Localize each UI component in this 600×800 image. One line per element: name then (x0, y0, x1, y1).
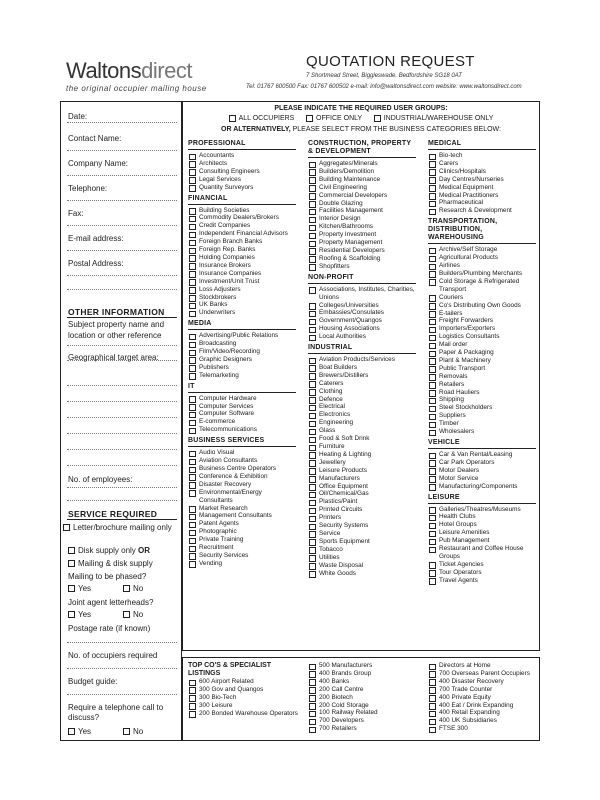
category-checkbox-e-tailers[interactable]: E-tailers (428, 310, 536, 318)
category-checkbox-uk-banks[interactable]: UK Banks (188, 301, 296, 309)
category-checkbox-underwriters[interactable]: Underwriters (188, 309, 296, 317)
listing-checkbox-400-retail-expanding[interactable]: 400 Retail Expanding (428, 709, 538, 717)
listing-checkbox-directors-at-home[interactable]: Directors at Home (428, 662, 538, 670)
listings-column-2 (308, 662, 418, 733)
category-checkbox-shopfitters[interactable]: Shopfitters (308, 263, 416, 271)
category-checkbox-wholesalers[interactable]: Wholesalers (428, 428, 536, 436)
category-checkbox-suppliers[interactable]: Suppliers (428, 412, 536, 420)
category-checkbox-film-video-recording[interactable]: Film/Video/Recording (188, 348, 296, 356)
category-checkbox-commercial-developers[interactable]: Commercial Developers (308, 192, 416, 200)
checkbox[interactable] (68, 728, 75, 735)
category-checkbox-foreign-branch-banks[interactable]: Foreign Branch Banks (188, 238, 296, 246)
category-checkbox-credit-companies[interactable]: Credit Companies (188, 222, 296, 230)
occupiers-label: No. of occupiers required (68, 651, 158, 660)
category-heading-construction-property-development: CONSTRUCTION, PROPERTY & DEVELOPMENT (308, 140, 416, 158)
category-checkbox-boat-builders[interactable]: Boat Builders (308, 364, 416, 372)
listing-checkbox-700-trade-counter[interactable]: 700 Trade Counter (428, 686, 538, 694)
category-checkbox-airlines[interactable]: Airlines (428, 262, 536, 270)
listing-checkbox-400-uk-subsidiaries[interactable]: 400 UK Subsidiaries (428, 717, 538, 725)
category-checkbox-mail-order[interactable]: Mail order (428, 341, 536, 349)
category-checkbox-pub-management[interactable]: Pub Management (428, 537, 536, 545)
category-checkbox-holding-companies[interactable]: Holding Companies (188, 254, 296, 262)
checkbox[interactable] (123, 585, 130, 592)
listing-checkbox-400-eat-drink-expanding[interactable]: 400 Eat / Drink Expanding (428, 702, 538, 710)
date-field[interactable] (67, 122, 177, 123)
category-checkbox-computer-services[interactable]: Computer Services (188, 403, 296, 411)
date-label: Date: (68, 112, 88, 121)
checkbox[interactable] (63, 524, 70, 531)
category-checkbox-heating-lighting[interactable]: Heating & Lighting (308, 451, 416, 459)
category-checkbox-oil-chemical-gas[interactable]: Oil/Chemical/Gas (308, 490, 416, 498)
category-checkbox-defence[interactable]: Defence (308, 396, 416, 404)
service-heading: SERVICE REQUIRED (68, 509, 158, 519)
category-checkbox-plastics-paint[interactable]: Plastics/Paint (308, 498, 416, 506)
company-logo: Waltonsdirect (66, 58, 192, 83)
industrial-only-option[interactable]: INDUSTRIAL/WAREHOUSE ONLY (374, 115, 494, 122)
category-heading-non-profit: NON-PROFIT (308, 274, 416, 284)
budget-field[interactable] (67, 694, 177, 695)
category-checkbox-audio-visual[interactable]: Audio Visual (188, 449, 296, 457)
category-checkbox-retailers[interactable]: Retailers (428, 381, 536, 389)
categories-panel (182, 101, 540, 651)
category-checkbox-engineering[interactable]: Engineering (308, 419, 416, 427)
category-checkbox-health-clubs[interactable]: Health Clubs (428, 513, 536, 521)
category-checkbox-aviation-products-services[interactable]: Aviation Products/Services (308, 356, 416, 364)
contact-form-panel (60, 101, 182, 741)
postal-field-1[interactable] (67, 275, 177, 276)
listing-checkbox-600-airport-related[interactable]: 600 Airport Related (188, 678, 298, 686)
category-checkbox-manufacturers[interactable]: Manufacturers (308, 475, 416, 483)
category-checkbox-cold-storage-refrigerated-transport[interactable]: Cold Storage & Refrigerated Transport (428, 278, 536, 294)
category-checkbox-commodity-dealers-brokers[interactable]: Commodity Dealers/Brokers (188, 214, 296, 222)
category-checkbox-builders-demolition[interactable]: Builders/Demolition (308, 168, 416, 176)
subject-property-field-1[interactable] (67, 345, 177, 346)
disk-supply-option[interactable]: Disk supply only OR (68, 546, 150, 555)
category-checkbox-independent-financial-advisors[interactable]: Independent Financial Advisors (188, 230, 296, 238)
category-checkbox-double-glazing[interactable]: Double Glazing (308, 200, 416, 208)
category-checkbox-manufacturing-components[interactable]: Manufacturing/Components (428, 483, 536, 491)
employees-label: No. of employees: (68, 475, 133, 484)
all-occupiers-option[interactable]: ALL OCCUPIERS (229, 115, 295, 122)
category-heading-transportation-distribution-warehousing: TRANSPORTATION, DISTRIBUTION, WAREHOUSING (428, 218, 536, 244)
category-checkbox-waste-disposal[interactable]: Waste Disposal (308, 562, 416, 570)
category-checkbox-road-hauliers[interactable]: Road Hauliers (428, 389, 536, 397)
phone-call-label: Require a telephone call to discuss? (68, 703, 164, 722)
category-checkbox-office-equipment[interactable]: Office Equipment (308, 483, 416, 491)
category-checkbox-jewellery[interactable]: Jewellery (308, 459, 416, 467)
category-checkbox-galleries-theatres-museums[interactable]: Galleries/Theatres/Museums (428, 506, 536, 514)
listing-checkbox-ftse-300[interactable]: FTSE 300 (428, 725, 538, 733)
category-checkbox-white-goods[interactable]: White Goods (308, 570, 416, 578)
category-checkbox-agricultural-products[interactable]: Agricultural Products (428, 254, 536, 262)
phone-no[interactable]: No (123, 727, 143, 736)
listing-checkbox-400-private-equity[interactable]: 400 Private Equity (428, 694, 538, 702)
category-checkbox-day-centres-nurseries[interactable]: Day Centres/Nurseries (428, 176, 536, 184)
category-checkbox-car-park-operators[interactable]: Car Park Operators (428, 459, 536, 467)
category-checkbox-ticket-agencies[interactable]: Ticket Agencies (428, 561, 536, 569)
category-checkbox-associations-institutes-charities-unions[interactable]: Associations, Institutes, Charities, Unions (308, 286, 416, 302)
category-checkbox-glass[interactable]: Glass (308, 427, 416, 435)
joint-no[interactable]: No (123, 610, 143, 619)
joint-agent-label: Joint agent letterheads? (68, 598, 154, 607)
category-checkbox-telemarketing[interactable]: Telemarketing (188, 372, 296, 380)
page-title: QUOTATION REQUEST (306, 53, 475, 70)
user-groups-instruction: PLEASE INDICATE THE REQUIRED USER GROUPS: (274, 105, 448, 112)
category-heading-leisure: LEISURE (428, 494, 536, 504)
listing-checkbox-300-leisure[interactable]: 300 Leisure (188, 702, 298, 710)
checkbox[interactable] (374, 115, 381, 122)
company-name-field[interactable] (67, 175, 177, 176)
tagline: the original occupier mailing house (66, 84, 207, 93)
fax-field[interactable] (67, 225, 177, 226)
category-checkbox-caterers[interactable]: Caterers (308, 380, 416, 388)
listings-column-1 (188, 662, 298, 718)
category-checkbox-interior-design[interactable]: Interior Design (308, 215, 416, 223)
budget-label: Budget guide: (68, 677, 118, 686)
address: 7 Shortmead Street, Biggleswade, Bedfordshire SG18 0AT (306, 73, 462, 79)
checkbox[interactable] (68, 547, 75, 554)
category-checkbox-recruitment[interactable]: Recruitment (188, 544, 296, 552)
category-checkbox-environmental-energy-consultants[interactable]: Environmental/Energy Consultants (188, 489, 296, 505)
category-checkbox-aggregates-minerals[interactable]: Aggregates/Minerals (308, 160, 416, 168)
category-checkbox-housing-associations[interactable]: Housing Associations (308, 325, 416, 333)
divider (67, 317, 177, 318)
category-checkbox-importers-exporters[interactable]: Importers/Exporters (428, 325, 536, 333)
category-checkbox-food-soft-drink[interactable]: Food & Soft Drink (308, 435, 416, 443)
geo-field-4[interactable] (67, 433, 177, 434)
telephone-field[interactable] (67, 200, 177, 201)
category-checkbox-bio-tech[interactable]: Bio-tech (428, 152, 536, 160)
category-checkbox-photographic[interactable]: Photographic (188, 528, 296, 536)
category-checkbox-travel-agents[interactable]: Travel Agents (428, 577, 536, 585)
category-checkbox-hotel-groups[interactable]: Hotel Groups (428, 521, 536, 529)
contact-line: Tel: 01767 600500 Fax: 01767 600502 e-mail: info@waltonsdirect.com website: www.waltonsdirect.com (246, 84, 522, 90)
category-checkbox-security-systems[interactable]: Security Systems (308, 522, 416, 530)
phased-yes[interactable]: Yes (68, 584, 91, 593)
category-checkbox-broadcasting[interactable]: Broadcasting (188, 340, 296, 348)
category-checkbox-e-commerce[interactable]: E-commerce (188, 418, 296, 426)
employees-field-2[interactable] (67, 500, 177, 501)
category-checkbox-architects[interactable]: Architects (188, 160, 296, 168)
company-name-label: Company Name: (68, 159, 129, 168)
category-checkbox-utilities[interactable]: Utilities (308, 554, 416, 562)
category-column-3 (428, 140, 536, 585)
category-checkbox-car-van-rental-leasing[interactable]: Car & Van Rental/Leasing (428, 451, 536, 459)
specialist-listings-panel (182, 657, 540, 741)
category-checkbox-medical-equipment[interactable]: Medical Equipment (428, 184, 536, 192)
category-checkbox-leisure-products[interactable]: Leisure Products (308, 467, 416, 475)
category-checkbox-loss-adjusters[interactable]: Loss Adjusters (188, 286, 296, 294)
category-checkbox-foreign-rep-banks[interactable]: Foreign Rep. Banks (188, 246, 296, 254)
geo-field-1[interactable] (67, 385, 177, 386)
category-checkbox-steel-stockholders[interactable]: Steel Stockholders (428, 404, 536, 412)
category-checkbox-brewers-distillers[interactable]: Brewers/Distillers (308, 372, 416, 380)
category-checkbox-legal-services[interactable]: Legal Services (188, 176, 296, 184)
category-checkbox-printers[interactable]: Printers (308, 514, 416, 522)
category-checkbox-management-consultants[interactable]: Management Consultants (188, 512, 296, 520)
category-checkbox-colleges-universities[interactable]: Colleges/Universities (308, 302, 416, 310)
category-checkbox-builders-plumbing-merchants[interactable]: Builders/Plumbing Merchants (428, 270, 536, 278)
category-checkbox-government-quangos[interactable]: Government/Quangos (308, 317, 416, 325)
category-heading-media: MEDIA (188, 320, 296, 330)
category-checkbox-shipping[interactable]: Shipping (428, 396, 536, 404)
category-checkbox-motor-service[interactable]: Motor Service (428, 475, 536, 483)
category-checkbox-removals[interactable]: Removals (428, 373, 536, 381)
category-checkbox-sports-equipment[interactable]: Sports Equipment (308, 538, 416, 546)
listing-checkbox-400-disaster-recovery[interactable]: 400 Disaster Recovery (428, 678, 538, 686)
email-label: E-mail address: (68, 234, 124, 243)
postal-field-2[interactable] (67, 289, 177, 290)
category-checkbox-tour-operators[interactable]: Tour Operators (428, 569, 536, 577)
category-checkbox-electrical[interactable]: Electrical (308, 403, 416, 411)
category-heading-it: IT (188, 383, 296, 393)
listing-checkbox-400-brands-group[interactable]: 400 Brands Group (308, 670, 418, 678)
category-checkbox-embassies-consulates[interactable]: Embassies/Consulates (308, 309, 416, 317)
postal-label: Postal Address: (68, 259, 124, 268)
category-checkbox-leisure-amenities[interactable]: Leisure Amenities (428, 529, 536, 537)
category-heading-industrial: INDUSTRIAL (308, 344, 416, 354)
category-checkbox-publishers[interactable]: Publishers (188, 364, 296, 372)
category-checkbox-stockbrokers[interactable]: Stockbrokers (188, 294, 296, 302)
category-checkbox-local-authorities[interactable]: Local Authorities (308, 333, 416, 341)
category-checkbox-service[interactable]: Service (308, 530, 416, 538)
subject-property-label: Subject property name and location or other reference (68, 320, 165, 340)
category-checkbox-public-transport[interactable]: Public Transport (428, 365, 536, 373)
listing-checkbox-200-biotech[interactable]: 200 Biotech (308, 694, 418, 702)
category-heading-medical: MEDICAL (428, 140, 536, 150)
letter-option[interactable]: Letter/brochure mailing only (63, 522, 173, 533)
category-checkbox-pharmaceutical[interactable]: Pharmaceutical (428, 199, 536, 207)
listing-checkbox-700-overseas-parent-occupiers[interactable]: 700 Overseas Parent Occupiers (428, 670, 538, 678)
postage-field[interactable] (67, 642, 177, 643)
category-checkbox-graphic-designers[interactable]: Graphic Designers (188, 356, 296, 364)
category-checkbox-research-development[interactable]: Research & Development (428, 207, 536, 215)
category-checkbox-motor-dealers[interactable]: Motor Dealers (428, 467, 536, 475)
employees-field-1[interactable] (67, 487, 177, 488)
phone-yes[interactable]: Yes (68, 727, 91, 736)
category-checkbox-couriers[interactable]: Couriers (428, 294, 536, 302)
category-checkbox-logistics-consultants[interactable]: Logistics Consultants (428, 333, 536, 341)
contact-name-label: Contact Name: (68, 134, 122, 143)
geo-field-6[interactable] (67, 465, 177, 466)
category-heading-professional: PROFESSIONAL (188, 140, 296, 150)
listing-checkbox-400-banks[interactable]: 400 Banks (308, 678, 418, 686)
checkbox[interactable] (123, 728, 130, 735)
phased-label: Mailing to be phased? (68, 572, 147, 581)
category-checkbox-patent-agents[interactable]: Patent Agents (188, 520, 296, 528)
category-checkbox-computer-software[interactable]: Computer Software (188, 410, 296, 418)
checkbox[interactable] (123, 611, 130, 618)
office-only-option[interactable]: OFFICE ONLY (306, 115, 362, 122)
category-checkbox-clothing[interactable]: Clothing (308, 388, 416, 396)
geo-target-label: Geographical target area: (68, 353, 159, 362)
geo-field-2[interactable] (67, 401, 177, 402)
category-checkbox-medical-practitioners[interactable]: Medical Practitioners (428, 192, 536, 200)
occupiers-field[interactable] (67, 668, 177, 669)
category-checkbox-aviation-consultants[interactable]: Aviation Consultants (188, 457, 296, 465)
geo-field-5[interactable] (67, 449, 177, 450)
listing-checkbox-100-railway-related[interactable]: 100 Railway Related (308, 709, 418, 717)
category-checkbox-clinics-hospitals[interactable]: Clinics/Hospitals (428, 168, 536, 176)
category-checkbox-carers[interactable]: Carers (428, 160, 536, 168)
category-checkbox-vending[interactable]: Vending (188, 560, 296, 568)
category-checkbox-civil-engineering[interactable]: Civil Engineering (308, 184, 416, 192)
geo-field-3[interactable] (67, 417, 177, 418)
alternative-instruction: OR ALTERNATIVELY, PLEASE SELECT FROM THE BUSINESS CATEGORIES BELOW: (221, 126, 501, 133)
category-checkbox-investment-unit-trust[interactable]: Investment/Unit Trust (188, 278, 296, 286)
category-checkbox-accountants[interactable]: Accountants (188, 152, 296, 160)
email-field[interactable] (67, 250, 177, 251)
category-checkbox-roofing-scaffolding[interactable]: Roofing & Scaffolding (308, 255, 416, 263)
listing-checkbox-700-developers[interactable]: 700 Developers (308, 717, 418, 725)
category-column-1 (188, 140, 296, 568)
listing-checkbox-200-call-centre[interactable]: 200 Call Centre (308, 686, 418, 694)
category-checkbox-kitchen-bathrooms[interactable]: Kitchen/Bathrooms (308, 223, 416, 231)
category-checkbox-private-training[interactable]: Private Training (188, 536, 296, 544)
checkbox[interactable] (306, 115, 313, 122)
checkbox[interactable] (68, 585, 75, 592)
phased-no[interactable]: No (123, 584, 143, 593)
checkbox[interactable] (68, 560, 75, 567)
category-checkbox-insurance-companies[interactable]: Insurance Companies (188, 270, 296, 278)
category-checkbox-archive-self-storage[interactable]: Archive/Self Storage (428, 246, 536, 254)
checkbox[interactable] (68, 611, 75, 618)
category-checkbox-insurance-brokers[interactable]: Insurance Brokers (188, 262, 296, 270)
listing-checkbox-500-manufacturers[interactable]: 500 Manufacturers (308, 662, 418, 670)
category-checkbox-timber[interactable]: Timber (428, 420, 536, 428)
user-groups-options (183, 115, 539, 122)
category-checkbox-computer-hardware[interactable]: Computer Hardware (188, 395, 296, 403)
other-info-heading: OTHER INFORMATION (68, 307, 165, 317)
mailing-disk-option[interactable]: Mailing & disk supply (68, 559, 153, 568)
listing-checkbox-300-gov-and-quangos[interactable]: 300 Gov and Quangos (188, 686, 298, 694)
listings-column-3 (428, 662, 538, 733)
category-checkbox-telecommunications[interactable]: Telecommunications (188, 426, 296, 434)
category-checkbox-tobacco[interactable]: Tobacco (308, 546, 416, 554)
category-checkbox-disaster-recovery[interactable]: Disaster Recovery (188, 481, 296, 489)
divider (67, 519, 177, 520)
category-checkbox-paper-packaging[interactable]: Paper & Packaging (428, 349, 536, 357)
category-checkbox-property-management[interactable]: Property Management (308, 239, 416, 247)
category-heading-financial: FINANCIAL (188, 195, 296, 205)
category-checkbox-market-research[interactable]: Market Research (188, 505, 296, 513)
fax-label: Fax: (68, 209, 84, 218)
listing-checkbox-200-cold-storage[interactable]: 200 Cold Storage (308, 702, 418, 710)
joint-yes[interactable]: Yes (68, 610, 91, 619)
checkbox[interactable] (229, 115, 236, 122)
category-checkbox-security-services[interactable]: Security Services (188, 552, 296, 560)
listings-heading: TOP CO'S & SPECIALIST LISTINGS (188, 662, 272, 677)
category-checkbox-residential-developers[interactable]: Residential Developers (308, 247, 416, 255)
postage-label: Postage rate (if known) (68, 624, 151, 633)
category-checkbox-furniture[interactable]: Furniture (308, 443, 416, 451)
category-checkbox-conference-exhibition[interactable]: Conference & Exhibition (188, 473, 296, 481)
category-heading-business-services: BUSINESS SERVICES (188, 437, 296, 447)
category-checkbox-property-investment[interactable]: Property Investment (308, 231, 416, 239)
category-checkbox-plant-machinery[interactable]: Plant & Machinery (428, 357, 536, 365)
category-checkbox-facilities-management[interactable]: Facilities Management (308, 207, 416, 215)
category-column-2 (308, 140, 416, 577)
category-checkbox-building-societies[interactable]: Building Societies (188, 207, 296, 215)
category-checkbox-restaurant-and-coffee-house-groups[interactable]: Restaurant and Coffee House Groups (428, 545, 536, 561)
category-checkbox-electronics[interactable]: Electronics (308, 411, 416, 419)
category-checkbox-business-centre-operators[interactable]: Business Centre Operators (188, 465, 296, 473)
category-checkbox-freight-forwarders[interactable]: Freight Forwarders (428, 317, 536, 325)
category-checkbox-co-s-distributing-own-goods[interactable]: Co's Distributing Own Goods (428, 302, 536, 310)
contact-name-field[interactable] (67, 150, 177, 151)
category-checkbox-building-maintenance[interactable]: Building Maintenance (308, 176, 416, 184)
category-heading-vehicle: VEHICLE (428, 439, 536, 449)
listing-checkbox-200-bonded-warehouse-operators[interactable]: 200 Bonded Warehouse Operators (188, 710, 298, 718)
category-checkbox-quantity-surveyors[interactable]: Quantity Surveyors (188, 184, 296, 192)
category-checkbox-advertising-public-relations[interactable]: Advertising/Public Relations (188, 332, 296, 340)
listing-checkbox-700-retailers[interactable]: 700 Retailers (308, 725, 418, 733)
category-checkbox-printed-circuits[interactable]: Printed Circuits (308, 506, 416, 514)
listing-checkbox-300-bio-tech[interactable]: 300 Bio-Tech (188, 694, 298, 702)
telephone-label: Telephone: (68, 184, 108, 193)
category-checkbox-consulting-engineers[interactable]: Consulting Engineers (188, 168, 296, 176)
